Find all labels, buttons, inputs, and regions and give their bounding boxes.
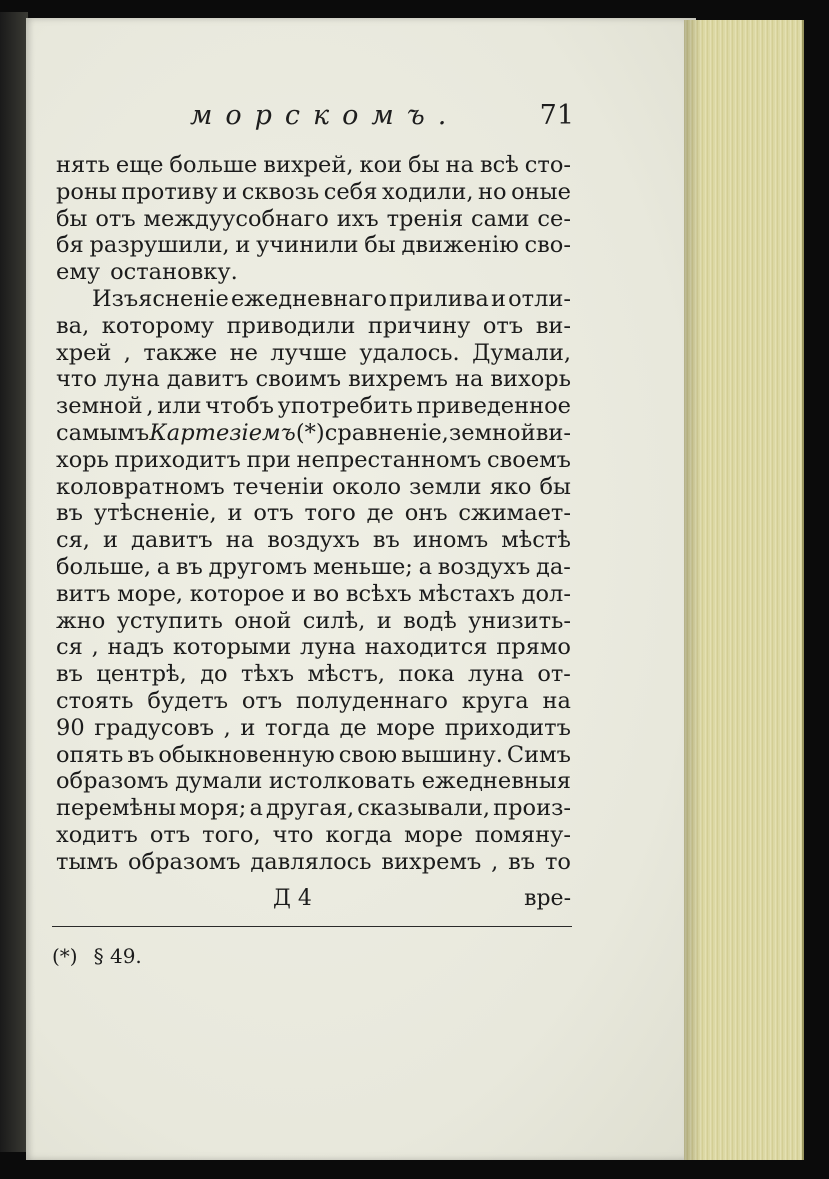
word: се- (537, 205, 571, 232)
word: находится (364, 634, 488, 661)
word: круга (461, 687, 529, 714)
word: луна (103, 366, 160, 393)
word: во (312, 580, 340, 607)
word: земной (56, 393, 143, 420)
word: сво- (524, 232, 571, 259)
word: удалось. (359, 339, 460, 366)
word: при (246, 446, 291, 473)
word: море (404, 821, 463, 848)
text-line (56, 608, 571, 635)
footnote-text: § 49. (93, 944, 142, 968)
word: когда (325, 821, 393, 848)
word: всѣхъ (345, 580, 412, 607)
word: на (542, 687, 571, 714)
word: давлялось (250, 848, 372, 875)
left-page-edge (0, 12, 28, 1152)
text-line (56, 179, 571, 206)
word: свою (338, 741, 398, 768)
word: силѣ, (302, 607, 366, 634)
word: земной (448, 419, 536, 446)
text-line (56, 742, 571, 769)
word: вихремъ (381, 848, 482, 875)
word: что (272, 821, 314, 848)
word: , (91, 634, 99, 661)
word: вихорь (490, 366, 571, 393)
word: другая, (266, 795, 355, 822)
page-number: 71 (539, 100, 574, 131)
word: вихрей, (263, 152, 354, 178)
word: Симъ (506, 741, 571, 768)
word: , (146, 393, 154, 420)
footnote-marker: (*) (52, 944, 78, 968)
word: онъ (404, 500, 448, 527)
word: образомъ (128, 848, 241, 875)
text-line (56, 688, 571, 715)
word: вихремъ (348, 366, 448, 393)
text-line (56, 849, 571, 876)
word: моря; (179, 795, 247, 822)
word: оной (234, 607, 292, 634)
word: прилива (389, 285, 489, 312)
text-line (56, 152, 571, 179)
word: будетъ (147, 687, 229, 714)
word: тымъ (56, 848, 119, 875)
word: , (223, 714, 231, 741)
word: тогда (264, 714, 330, 741)
word: пока (398, 661, 455, 688)
text-line (56, 768, 571, 795)
word: давитъ (131, 527, 213, 554)
word: на (454, 366, 484, 393)
word: де (339, 714, 367, 741)
word: да- (536, 553, 571, 580)
word: перемѣны (56, 795, 177, 822)
word: жно (56, 607, 106, 634)
word: отъ (95, 205, 136, 232)
text-line (56, 313, 571, 340)
text-line (56, 822, 571, 849)
word: приходитъ (114, 446, 241, 473)
text-line (56, 286, 571, 313)
word: мѣстахъ (418, 580, 515, 607)
word: въ (56, 500, 83, 527)
text-line (56, 527, 571, 554)
word: и (222, 178, 238, 205)
word: сквозь (241, 178, 320, 205)
word: бы (364, 232, 396, 259)
word: отъ (253, 500, 294, 527)
word: и (490, 285, 506, 312)
word: море (376, 714, 436, 741)
text-line (56, 795, 571, 822)
word: на (445, 152, 474, 178)
word: и (102, 527, 118, 554)
word: иномъ (412, 527, 489, 554)
word: и (376, 607, 392, 634)
footnote-rule (52, 926, 572, 927)
word: помяну- (474, 821, 571, 848)
word: междуусобнаго (143, 205, 329, 232)
word: море, (117, 580, 184, 607)
word: тѣхъ (241, 661, 295, 688)
text-line (56, 634, 571, 661)
word: тренія (386, 205, 464, 232)
word: ся, (56, 527, 90, 554)
word: но (478, 178, 507, 205)
word: причину (367, 312, 471, 339)
word: употребить (277, 393, 413, 420)
word: хорь (56, 446, 109, 473)
text-line (56, 661, 571, 688)
word: и (240, 714, 256, 741)
word: а (418, 553, 432, 580)
word: ему (56, 259, 101, 286)
text-line (56, 500, 571, 527)
word: хрей (56, 339, 112, 366)
word: вышину. (401, 741, 503, 768)
word: противу (121, 178, 218, 205)
text-line (56, 447, 571, 474)
word: и (235, 232, 251, 259)
signature-mark: Д 4 (273, 886, 312, 911)
word: приводили (226, 312, 356, 339)
text-line (56, 366, 571, 393)
word: своимъ (255, 366, 342, 393)
word: сказывали, (357, 795, 490, 822)
word: и (227, 500, 243, 527)
word: которыми (172, 634, 292, 661)
word: кои (359, 152, 403, 178)
text-line (56, 340, 571, 367)
word: утѣсненіе, (93, 500, 217, 527)
word: мѣстъ, (307, 661, 386, 688)
word: , (123, 339, 131, 366)
word: остановку. (110, 259, 238, 286)
word: унизить- (468, 607, 571, 634)
word: приходитъ (444, 714, 571, 741)
word: бя (56, 232, 84, 259)
word: ви- (535, 312, 571, 339)
word: градусовъ (94, 714, 215, 741)
word: на (225, 527, 255, 554)
word: центрѣ, (96, 661, 187, 688)
word: или (157, 393, 202, 420)
word: еще (115, 152, 164, 178)
word: сжимает- (458, 500, 571, 527)
word: того (304, 500, 356, 527)
word: обыкновенную (158, 741, 335, 768)
word: въ (175, 553, 203, 580)
text-line (56, 206, 571, 233)
word: бы (56, 205, 88, 232)
word: въ (372, 527, 400, 554)
body-text (56, 152, 571, 876)
word: полуденнаго (295, 687, 448, 714)
word: своемъ (487, 446, 571, 473)
word: думали (175, 768, 263, 795)
word: бы (539, 473, 571, 500)
word: (*) (295, 419, 325, 446)
word: учинили (256, 232, 359, 259)
word: всѣ (479, 152, 519, 178)
word: въ (127, 741, 155, 768)
word: образомъ (56, 768, 169, 795)
word: Изъясненіе (92, 285, 229, 312)
word: а (156, 553, 171, 580)
text-line (56, 232, 571, 259)
word: воздухъ (267, 527, 360, 554)
word: самымъ (56, 419, 150, 446)
page-header (190, 100, 580, 140)
word: непрестанномъ (296, 446, 482, 473)
word: 90 (56, 714, 85, 741)
word: сто- (524, 152, 571, 178)
text-line (56, 259, 571, 286)
word: истолковать (268, 768, 416, 795)
word: движенію (401, 232, 519, 259)
word: водѣ (403, 607, 457, 634)
text-line (56, 581, 571, 608)
word: около (332, 473, 402, 500)
word: стоять (56, 687, 134, 714)
word: витъ (56, 580, 111, 607)
word: нять (56, 152, 110, 178)
text-line (56, 393, 571, 420)
word: воздухъ (437, 553, 531, 580)
word: луна (467, 661, 524, 688)
word: что (56, 366, 97, 393)
running-head: морскомъ. (190, 100, 460, 131)
word: также (143, 339, 218, 366)
word: другомъ (208, 553, 308, 580)
word: лучше (270, 339, 347, 366)
word: меньше; (312, 553, 413, 580)
word: давитъ (166, 366, 249, 393)
word: больше (169, 152, 258, 178)
text-line (56, 420, 571, 447)
word: и (291, 580, 307, 607)
text-line (56, 554, 571, 581)
signature-row (56, 886, 571, 914)
text-line (56, 474, 571, 501)
word: де (366, 500, 394, 527)
word: произ- (493, 795, 571, 822)
word: мѣстѣ (501, 527, 571, 554)
word: дол- (521, 580, 571, 607)
word: того, (202, 821, 261, 848)
word: прямо (496, 634, 571, 661)
word: отъ (241, 687, 283, 714)
word: ви- (535, 419, 571, 446)
word: ся (56, 634, 83, 661)
word: яко (489, 473, 532, 500)
word: надъ (107, 634, 165, 661)
word: не (229, 339, 258, 366)
word: отли- (508, 285, 571, 312)
word: отъ (149, 821, 191, 848)
word: ежедневнаго (230, 285, 387, 312)
word: Картезіемъ (149, 419, 296, 446)
word: луна (300, 634, 356, 661)
word: а (249, 795, 263, 822)
word: чтобъ (205, 393, 274, 420)
word: коловратномъ (56, 473, 225, 500)
word: , (491, 848, 499, 875)
word: которому (101, 312, 215, 339)
text-line (56, 715, 571, 742)
word: сами (471, 205, 530, 232)
word: роны (56, 178, 117, 205)
word: сравненіе, (324, 419, 449, 446)
word: теченіи (232, 473, 324, 500)
footnote (52, 944, 142, 968)
word: ихъ (336, 205, 379, 232)
page-block-edges (684, 20, 804, 1160)
word: от- (537, 661, 571, 688)
word: до (200, 661, 228, 688)
word: въ (508, 848, 536, 875)
word: себя (323, 178, 378, 205)
word: приведенное (416, 393, 571, 420)
word: ходитъ (56, 821, 138, 848)
word: отъ (482, 312, 524, 339)
word: бы (408, 152, 440, 178)
word: оные (511, 178, 571, 205)
word: ходили, (381, 178, 474, 205)
word: больше, (56, 553, 152, 580)
word: ва, (56, 312, 90, 339)
word: которое (189, 580, 285, 607)
word: уступить (116, 607, 223, 634)
word: земли (409, 473, 482, 500)
word: разрушили, (89, 232, 230, 259)
word: то (544, 848, 571, 875)
word: ежедневныя (421, 768, 571, 795)
word: Думали, (472, 339, 571, 366)
catchword: вре- (524, 886, 571, 911)
word: въ (56, 661, 83, 688)
word: опять (56, 741, 124, 768)
